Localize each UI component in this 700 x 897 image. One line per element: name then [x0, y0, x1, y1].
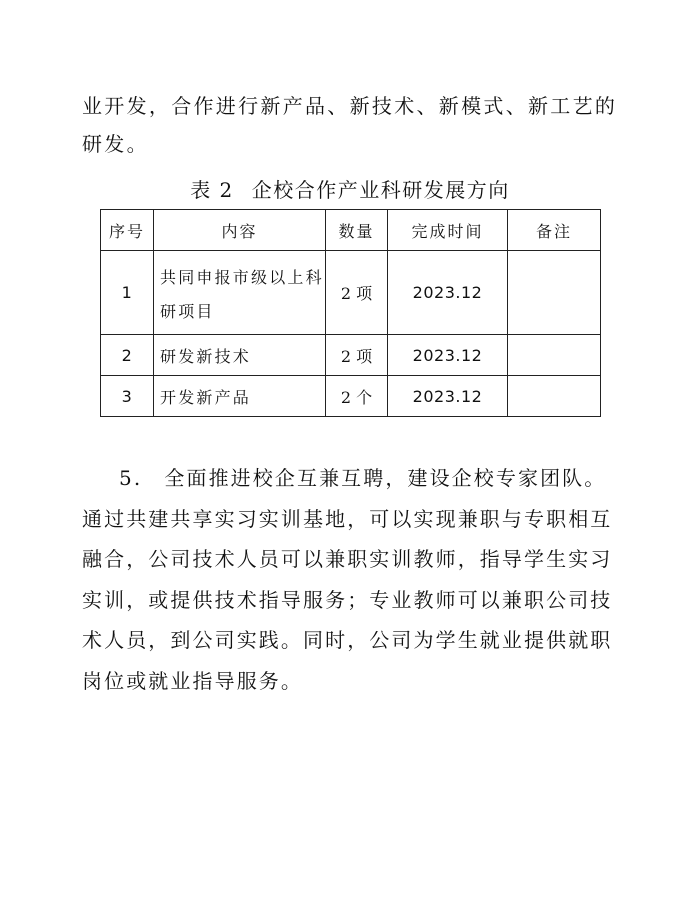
- cell-quantity: 2 项: [326, 335, 388, 376]
- header-seq: 序号: [101, 210, 154, 251]
- table-caption-label: 表 2: [190, 178, 234, 202]
- header-quantity: 数量: [326, 210, 388, 251]
- table-row: [101, 376, 601, 417]
- cell-quantity: 2 项: [326, 251, 388, 335]
- cell-time: 2023.12: [388, 376, 508, 417]
- cell-note: [508, 376, 601, 417]
- cell-time: 2023.12: [388, 251, 508, 335]
- header-content: 内容: [154, 210, 326, 251]
- cell-seq: 1: [101, 251, 154, 335]
- cell-time: 2023.12: [388, 335, 508, 376]
- cell-note: [508, 251, 601, 335]
- cell-note: [508, 335, 601, 376]
- cooperation-table: [100, 209, 601, 417]
- cell-seq: 2: [101, 335, 154, 376]
- cell-quantity: 2 个: [326, 376, 388, 417]
- header-time: 完成时间: [388, 210, 508, 251]
- table-row: [101, 335, 601, 376]
- paragraph-continued: 业开发，合作进行新产品、新技术、新模式、新工艺的研发。: [82, 94, 618, 156]
- cell-content: 开发新产品: [154, 376, 326, 417]
- table-caption: [0, 174, 700, 203]
- header-note: 备注: [508, 210, 601, 251]
- paragraph-item-5: 5. 全面推进校企互兼互聘，建设企校专家团队。通过共建共享实习实训基地，可以实现兼职与专职相互融合，公司技术人员可以兼职实训教师，指导学生实习实训，或提供技术指导服务；专业教师可以兼职公司技术人员，到公司实践。同时，公司为学生就业提供就职岗位或就业指导服务。: [82, 466, 613, 693]
- cell-seq: 3: [101, 376, 154, 417]
- cell-content: 研发新技术: [154, 335, 326, 376]
- table-caption-title: 企校合作产业科研发展方向: [251, 178, 510, 202]
- table-header-row: [101, 210, 601, 251]
- cell-content: 共同申报市级以上科研项目: [154, 251, 326, 335]
- table-row: [101, 251, 601, 335]
